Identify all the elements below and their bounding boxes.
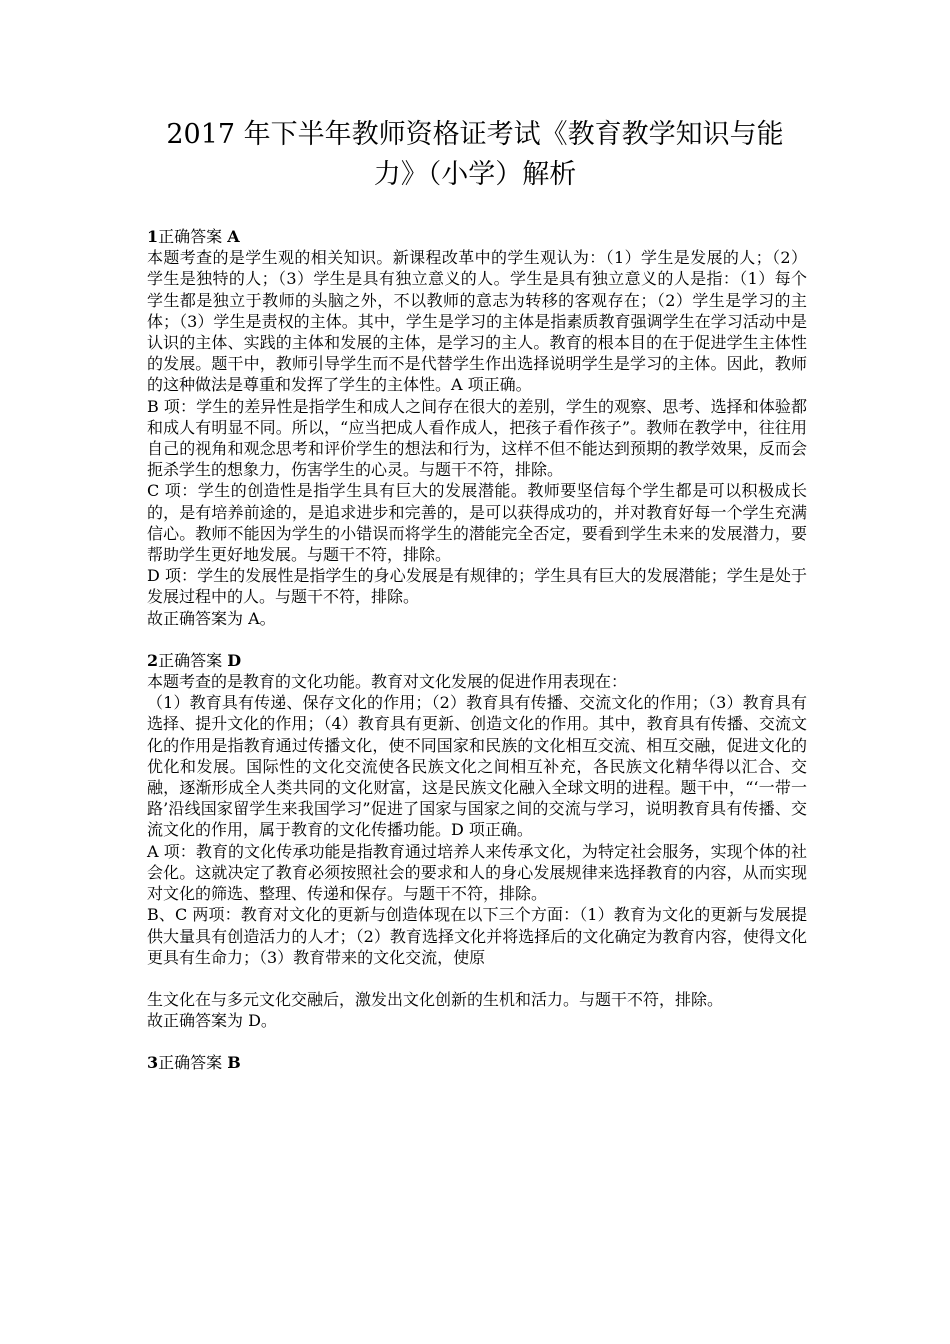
spacer bbox=[147, 629, 807, 650]
question-2-paragraph: A 项：教育的文化传承功能是指教育通过培养人来传承文化，为特定社会服务，实现个体的社会化。这就决定了教育必须按照社会的要求和人的身心发展规律来选择教育的内容，从而实现对文化的筛选、整理、传递和保存。与题干不符，排除。 bbox=[147, 841, 807, 904]
question-3-header: 3正确答案 B bbox=[147, 1053, 241, 1073]
question-2-paragraph: 生文化在与多元文化交融后，激发出文化创新的生机和活力。与题干不符，排除。 bbox=[147, 989, 724, 1009]
question-2-conclusion: 故正确答案为 D。 bbox=[147, 1011, 277, 1031]
title-line-2: 力》（小学）解析 bbox=[373, 159, 577, 190]
question-1-conclusion: 故正确答案为 A。 bbox=[147, 608, 276, 628]
question-2-header: 2正确答案 D bbox=[147, 650, 242, 670]
document-body bbox=[147, 226, 807, 1074]
spacer bbox=[147, 968, 807, 989]
question-1-paragraph: D 项：学生的发展性是指学生的身心发展是有规律的；学生具有巨大的发展潜能；学生是处于发展过程中的人。与题干不符，排除。 bbox=[147, 566, 807, 607]
question-1-paragraph: C 项：学生的创造性是指学生具有巨大的发展潜能。教师要坚信每个学生都是可以积极成长的，是有培养前途的，是追求进步和完善的，是可以获得成功的，并对教育好每一个学生充满信心。教师不能因为学生的小错误而将学生的潜能完全否定，要看到学生未来的发展潜力，要帮助学生更好地发展。与题干不符，排除。 bbox=[147, 481, 807, 565]
title-line-1: 2017 年下半年教师资格证考试《教育教学知识与能 bbox=[166, 119, 784, 150]
question-2-paragraph: （1）教育具有传递、保存文化的作用；（2）教育具有传播、交流文化的作用；（3）教育具有选择、提升文化的作用；（4）教育具有更新、创造文化的作用。其中，教育具有传播、交流文化的作用是指教育通过传播文化，使不同国家和民族的文化相互交流、相互交融，促进文化的优化和发展。国际性的文化交流使各民族文化之间相互补充，各民族文化精华得以汇合、交融，逐渐形成全人类共同的文化财富，这是民族文化融入全球文明的进程。题干中，“‘一带一路’沿线国家留学生来我国学习”促进了国家与国家之间的交流与学习，说明教育具有传播、交流文化的作用，属于教育的文化传播功能。D 项正确。 bbox=[147, 693, 807, 840]
question-2-paragraph: 本题考查的是教育的文化功能。教育对文化发展的促进作用表现在： bbox=[147, 672, 628, 692]
question-1-paragraph: 本题考查的是学生观的相关知识。新课程改革中的学生观认为：（1）学生是发展的人；（2）学生是独特的人；（3）学生是具有独立意义的人。学生是具有独立意义的人是指：（1）每个学生都是独立于教师的头脑之外，不以教师的意志为转移的客观存在；（2）学生是学习的主体；（3）学生是责权的主体。其中，学生是学习的主体是指素质教育强调学生在学习活动中是认识的主体、实践的主体和发展的主体，是学习的主人。教育的根本目的在于促进学生主体性的发展。题干中，教师引导学生而不是代替学生作出选择说明学生是学习的主体。因此，教师的这种做法是尊重和发挥了学生的主体性。A 项正确。 bbox=[147, 248, 807, 395]
question-1-header: 1正确答案 A bbox=[147, 227, 240, 246]
document-title bbox=[0, 115, 950, 195]
spacer bbox=[147, 1031, 807, 1052]
question-1-paragraph: B 项：学生的差异性是指学生和成人之间存在很大的差别，学生的观察、思考、选择和体验都和成人有明显不同。所以，“应当把成人看作成人，把孩子看作孩子”。教师在教学中，往往用自己的视角和观念思考和评价学生的想法和行为，这样不但不能达到预期的教学效果，反而会扼杀学生的想象力，伤害学生的心灵。与题干不符，排除。 bbox=[147, 396, 807, 480]
question-2-paragraph: B、C 两项：教育对文化的更新与创造体现在以下三个方面：（1）教育为文化的更新与发展提供大量具有创造活力的人才；（2）教育选择文化并将选择后的文化确定为教育内容，使得文化更具有生命力；（3）教育带来的文化交流，使原 bbox=[147, 905, 807, 967]
